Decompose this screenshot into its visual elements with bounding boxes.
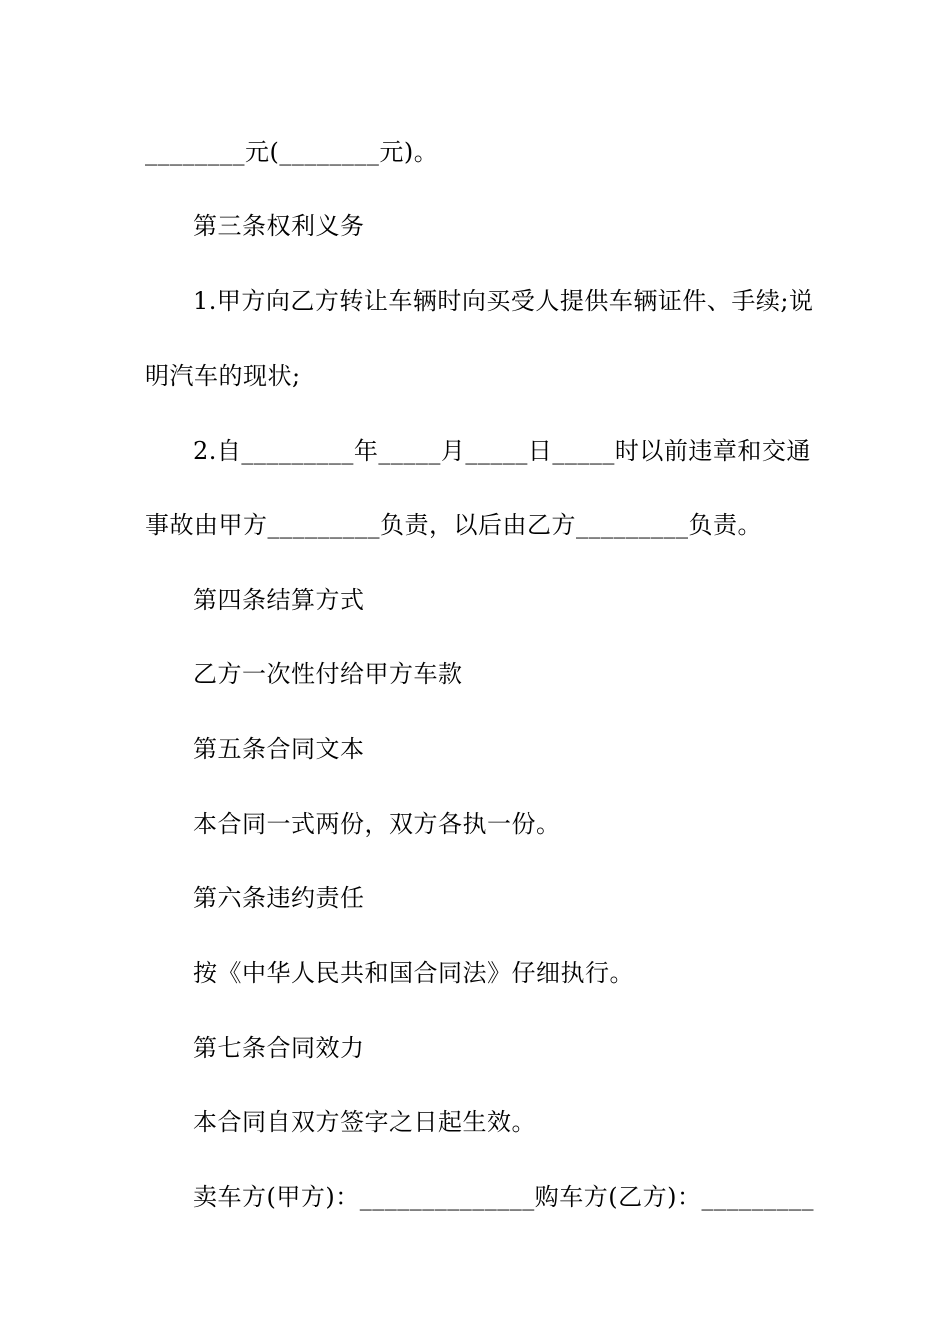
article-5-body: 本合同一式两份，双方各执一份。: [193, 810, 561, 838]
article-4-body: 乙方一次性付给甲方车款: [193, 660, 463, 688]
article-4-heading: 第四条结算方式: [193, 586, 365, 614]
article-5-heading: 第五条合同文本: [193, 735, 365, 763]
article-6-heading: 第六条违约责任: [193, 884, 365, 912]
article-7-heading: 第七条合同效力: [193, 1034, 365, 1062]
article-3-item-1-line-1: 1.甲方向乙方转让车辆时向买受人提供车辆证件、手续;说: [193, 287, 814, 315]
article-6-body: 按《中华人民共和国合同法》仔细执行。: [193, 959, 634, 987]
signature-line: 卖车方(甲方)：______________购车方(乙方)：_________: [193, 1183, 814, 1211]
article-3-heading: 第三条权利义务: [193, 212, 365, 240]
article-3-item-2-line-1: 2.自_________年_____月_____日_____时以前违章和交通: [193, 437, 811, 465]
article-3-item-1-line-2: 明汽车的现状;: [145, 362, 301, 390]
article-3-item-2-line-2: 事故由甲方_________负责，以后由乙方_________负责。: [145, 511, 762, 539]
article-7-body: 本合同自双方签字之日起生效。: [193, 1108, 536, 1136]
price-amount-line: ________元(________元)。: [145, 138, 439, 166]
